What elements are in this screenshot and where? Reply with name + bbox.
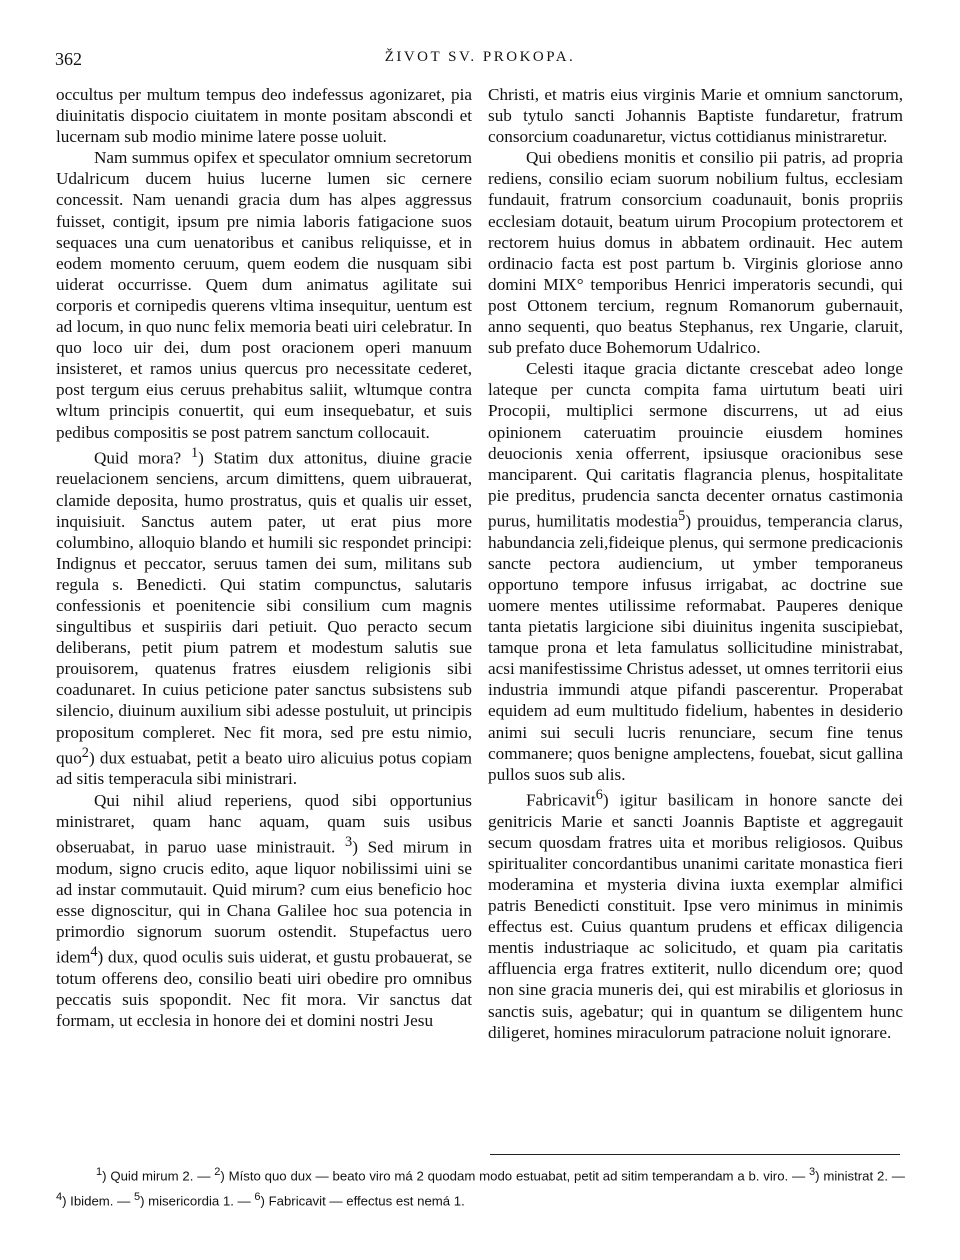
footnote-text xyxy=(56,1162,905,1212)
footnote-number: 4 xyxy=(56,1190,63,1203)
footnote-body: ) Fabricavit — effectus est nemá 1. xyxy=(260,1193,465,1209)
paragraph-text: Quid mora? xyxy=(94,448,191,468)
paragraph xyxy=(488,785,903,1043)
paragraph-text: Qui nihil aliud reperiens, quod sibi opportunius ministraret, quam hanc aquam, quam suis usibus obseruabat, in paruo uase ministrauit. xyxy=(56,790,472,857)
left-column xyxy=(56,84,472,1031)
footnote-body: ) Ibidem. — xyxy=(62,1193,134,1209)
paragraph-text: ) dux, quod oculis suis uiderat, et gustu probauerat, se totum offerens deo, consilio beati uiri obedire pro omnibus peccatis suis spopondit. Nec fit mora. Vir sanctus dat formam, ut ecclesia in honore dei et domini nostri Jesu xyxy=(56,947,472,1030)
footnote-ref: 2 xyxy=(81,744,89,761)
footnote-body: ) Quid mirum 2. — xyxy=(102,1168,215,1184)
paragraph-text: Fabricavit xyxy=(526,790,596,810)
footnote-ref: 3 xyxy=(345,833,353,850)
paragraph xyxy=(488,358,903,785)
paragraph xyxy=(56,443,472,790)
footnote-rule xyxy=(490,1154,900,1155)
paragraph-text: ) igitur basilicam in honore sancte dei genitricis Marie et sancti Joannis Baptiste et aggregauit secum quosdam fratres uita et moribus religiosos. Quibus spiritualiter concordantibus unanimi caritate monastica fieri moderamina et mysteria divina iuxta exemplar almifici patris Benedicti constituit. Ipse vero minimus in minimis effectus est. Cuius quantum prudens et efficax diligencia mentis industriaque ac solicitudo, et quam pia caritatis affluencia erga fratres extiterit, nullo dicendum ore; quod non sine gracia muneris dei, qui est mirabilis et gloriosus in sanctis suis, agebatur; qui in quantum se diligentem hunc diligeret, homines miraculorum patracione noluit ignorare. xyxy=(488,790,903,1042)
footnote-number: 5 xyxy=(133,1190,141,1203)
paragraph: Christi, et matris eius virginis Marie et omnium sanctorum, sub tytulo sancti Johannis Baptiste fundaretur, fratrum consorcium coadunaretur, victus cottidianus ministraretur. xyxy=(488,85,903,147)
footnote-number: 3 xyxy=(809,1166,816,1178)
paragraph: Nam summus opifex et speculator omnium secretorum Udalricum ducem huius lucerne lumen sic cernere concessit. Nam uenandi gracia dum has alpes aggressus fuisset, contigit, ipsum pre nimia laboris fatigacione suos sequaces una cum uenatoribus et canibus reliquisse, et in eodem momento ceruum, quem eodem die nusquam sibi uiderat occurrisse. Quem dum animatus agilitate sui corporis et cornipedis querens vltima insequitur, uentum est ad locum, in quo nunc felix memoria beati uiri celebratur. In quo loco uir dei, dum post oracionem operi manuum insisteret, et ramos unius quercus pro necessitate cederet, post tergum eius ceruus prehabitus saliit, wltumque contra wltum principis conuertit, qui eum insequebatur, et suis pedibus compositis se post patrem sanctum collocauit. xyxy=(56,148,472,442)
footnote-number: 2 xyxy=(214,1166,221,1178)
footnote-ref: 5 xyxy=(678,507,686,524)
footnote-body: ) misericordia 1. — xyxy=(140,1193,255,1209)
running-title: ŽIVOT SV. PROKOPA. xyxy=(384,49,576,65)
footnote-ref: 1 xyxy=(190,444,199,461)
footnote-number: 1 xyxy=(96,1166,103,1178)
paragraph-text: ) Statim dux attonitus, diuine gracie reuelacionem senciens, arcum dimittens, quem uibrauerat, clamide deposita, humo prostratus, quis et qualis uir esset, inquisiuit. Sanctus autem pater, ut erat pius more columbino, alloquio blando et humili sic respondet principi: Indignus et peccator, seruus tamen dei sum, militans sub regula s. Benedicti. Qui statim compunctus, salutaris confessionis et poenitencie sibi consilium cum magnis singultibus et suspiriis dari petiuit. Quo peracto secum deliberans, petit pium patrem et modestum salutis sue prouisorem, quatenus fratres eiusdem religionis sibi coadunaret. In cuius peticione pater sanctus subsistens sub silencio, diuinum auxilium sibi adesse postuluit, ut principis propositum compleret. Nec fit mora, sed pre estu nimio, quo xyxy=(56,448,472,768)
paragraph xyxy=(56,790,472,1032)
footnote-body: ) ministrat 2. — xyxy=(815,1168,905,1184)
paragraph-text: ) Sed mirum in modum, signo crucis edito, aque liquor nobilissimi uini se ad instar commutauit. Quid mirum? cum eius beneficio hoc esse dignoscitur, qui in Chana Galilee hoc sua potencia in primordio signorum suorum ostendit. Stupefactus uero idem xyxy=(56,837,472,967)
paragraph-text: ) dux estuabat, petit a beato uiro alicuius potus copiam ad sitis temperacula sibi ministrari. xyxy=(56,748,472,789)
footnote-ref: 4 xyxy=(90,943,98,960)
page-number: 362 xyxy=(55,49,82,69)
footnote-ref: 6 xyxy=(595,786,603,803)
paragraph-text: Celesti itaque gracia dictante crescebat adeo longe lateque per cuncta compita fama uirtutum beati uiri Procopii, multiplici sermone discurrens, ut ad eius opinionem cateruatim prouincie eiusdem homines deuocionis xenia offerrent, ipsiusque oracionibus sese manciparent. Qui caritatis flagrancia plenus, hospitalitate pie preditus, prudencia sancta decenter ornatus castimonia purus, humilitatis modestia xyxy=(488,359,903,531)
footnotes xyxy=(56,1162,905,1212)
right-column xyxy=(488,84,903,1043)
paragraph: occultus per multum tempus deo indefessus agonizaret, pia diuinitatis dispocio ciuitatem in monte positam abscondi et lucernam sub modio minime latere posse uoluit. xyxy=(56,85,472,147)
paragraph: Qui obediens monitis et consilio pii patris, ad propria rediens, consilio eciam suorum nobilium fultus, ecclesiam fundauit, fratrum consorcium coadunauit, bonis propriis ecclesiam dotauit, beatum uirum Procopium protectorem et rectorem huius domus in abbatem ordinauit. Hec autem ordinacio facta est post partum b. Virginis gloriose anno domini MIX° temporibus Henrici imperatoris secundi, qui post Ottonem tercium, regnum Romanorum gubernauit, anno sequenti, quo beatus Stephanus, rex Ungarie, claruit, sub prefato duce Bohemorum Udalrico. xyxy=(488,148,903,358)
paragraph-text: ) prouidus, temperancia clarus, habundancia zeli,fideique plenus, qui sermone predicacionis sancte pectora audiencium, ut ymber temporaneus opportuno tempore infusus irrigabat, ac doctrine sue uomere mentes utilissime reformabat. Pauperes denique tanta pietatis largicione sibi diuinitus ingenita suscipiebat, tamque prona et leta famulatus sollicitudine ministrabat, acsi manifestissime Christus adesset, ut omnes territorii eius industria immundi atque pifandi pascerentur. Properabat equidem ad eum multitudo fidelium, habentes in desiderio animi sui seculi lucris renunciare, secum fine tenus commanere; quos benigne amplectens, fouebat, sicut gallina pullos suos sub alis. xyxy=(488,511,903,784)
footnote-number: 6 xyxy=(254,1190,261,1203)
footnote-body: ) Místo quo dux — beato viro má 2 quodam modo estuabat, petit ad sitim temperandam a b. viro. — xyxy=(220,1168,810,1184)
